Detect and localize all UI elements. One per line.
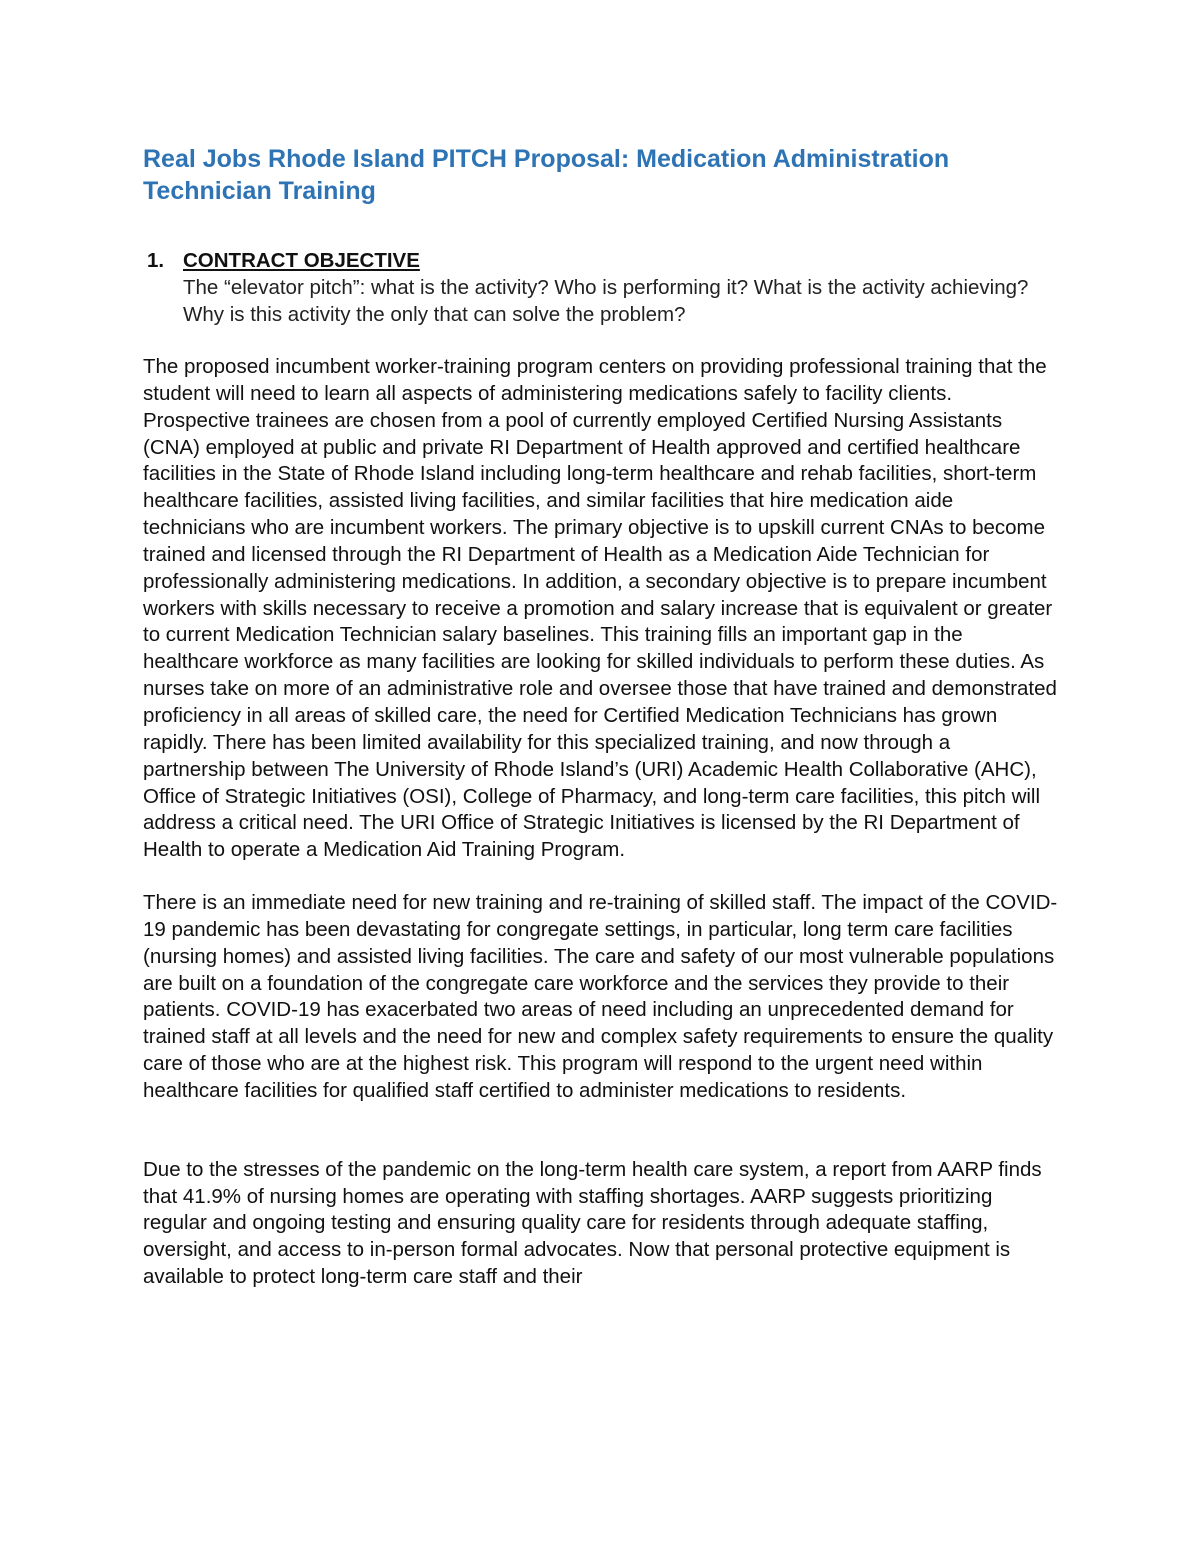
document-page	[143, 143, 1058, 1291]
paragraph-covid-need: There is an immediate need for new training and re-training of skilled staff. The impact of the COVID-19 pandemic has been devastating for congregate settings, in particular, long term care facilities (nursing homes) and assisted living facilities. The care and safety of our most vulnerable populations are built on a foundation of the congregate care workforce and the services they provide to their patients. COVID-19 has exacerbated two areas of need including an unprecedented demand for trained staff at all levels and the need for new and complex safety requirements to ensure the quality care of those who are at the highest risk. This program will respond to the urgent need within healthcare facilities for qualified staff certified to administer medications to residents.	[143, 891, 1058, 1102]
paragraph-aarp-report: Due to the stresses of the pandemic on the long-term health care system, a report from AARP finds that 41.9% of nursing homes are operating with staffing shortages. AARP suggests prioritizing regular and ongoing testing and ensuring quality care for residents through adequate staffing, oversight, and access to in-person formal advocates. Now that personal protective equipment is available to protect long-term care staff and their	[143, 1157, 1042, 1289]
document-title: Real Jobs Rhode Island PITCH Proposal: Medication Administration Technician Training	[143, 145, 950, 205]
section-heading: CONTRACT OBJECTIVE	[183, 249, 420, 272]
paragraph-program-overview: The proposed incumbent worker-training program centers on providing professional training that the student will need to learn all aspects of administering medications safely to facility clients. Prospective trainees are chosen from a pool of currently employed Certified Nursing Assistants (CNA) employed at public and private RI Department of Health approved and certified healthcare facilities in the State of Rhode Island including long-term healthcare and rehab facilities, short-term healthcare facilities, assisted living facilities, and similar facilities that hire medication aide technicians who are incumbent workers. The primary objective is to upskill current CNAs to become trained and licensed through the RI Department of Health as a Medication Aide Technician for professionally administering medications. In addition, a secondary objective is to prepare incumbent workers with skills necessary to receive a promotion and salary increase that is equivalent or greater to current Medication Technician salary baselines. This training fills an important gap in the healthcare workforce as many facilities are looking for skilled individuals to perform these duties. As nurses take on more of an administrative role and oversee those that have trained and demonstrated proficiency in all areas of skilled care, the need for Certified Medication Technicians has grown rapidly. There has been limited availability for this specialized training, and now through a partnership between The University of Rhode Island’s (URI) Academic Health Collaborative (AHC), Office of Strategic Initiatives (OSI), College of Pharmacy, and long-term care facilities, this pitch will address a critical need. The URI Office of Strategic Initiatives is licensed by the RI Department of Health to operate a Medication Aid Training Program.	[143, 355, 1057, 862]
section-body	[183, 247, 1058, 328]
section-number: 1.	[147, 249, 165, 272]
section-contract-objective	[147, 247, 1058, 328]
section-prompt: The “elevator pitch”: what is the activity? Who is performing it? What is the activity achieving? Why is this activity the only that can solve the problem?	[183, 276, 1029, 326]
